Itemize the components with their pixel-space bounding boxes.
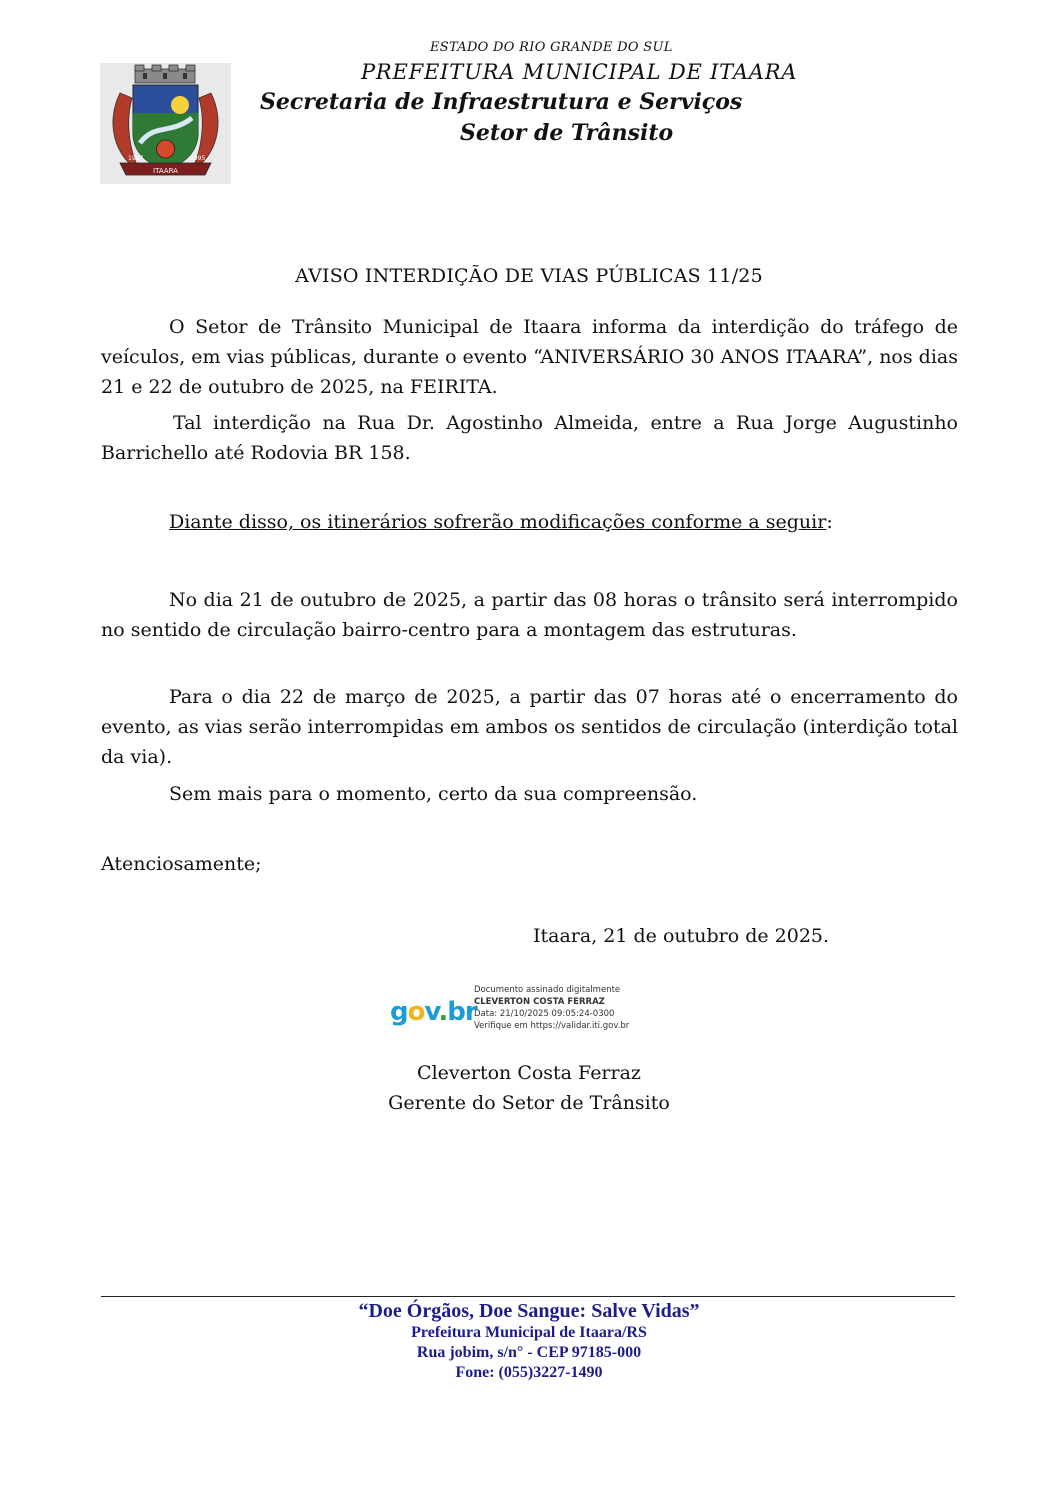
subheading-suffix: : bbox=[826, 511, 833, 533]
crest-year-left: 1997 bbox=[128, 155, 144, 162]
footer-phone: Fone: (055)3227-1490 bbox=[455, 1364, 603, 1381]
schedule-day-2-text: Para o dia 22 de março de 2025, a partir das 07 horas até o encerramento do evento, as vias serão interrompidas em ambos os sentidos de circulação (interdição total da via). bbox=[101, 686, 958, 768]
paragraph-location-text: Tal interdição na Rua Dr. Agostinho Almeida, entre a Rua Jorge Augustinho Barrichello até Rodovia BR 158. bbox=[101, 412, 958, 464]
paragraph-intro-text: O Setor de Trânsito Municipal de Itaara informa da interdição do tráfego de veículos, em vias públicas, durante o evento “ANIVERSÁRIO 30 ANOS ITAARA”, nos dias 21 e 22 de outubro de 2025, na FEIRITA. bbox=[101, 316, 958, 398]
signatory-name: Cleverton Costa Ferraz bbox=[417, 1062, 641, 1084]
signatory-block bbox=[0, 1058, 1058, 1118]
sector-header: Setor de Trânsito bbox=[460, 120, 674, 146]
signature-line-1: Documento assinado digitalmente bbox=[474, 985, 621, 995]
footer bbox=[0, 1299, 1058, 1383]
govbr-logo: gov.br bbox=[390, 997, 477, 1027]
document-title: AVISO INTERDIÇÃO DE VIAS PÚBLICAS 11/25 bbox=[295, 265, 763, 287]
paragraph-location bbox=[101, 408, 958, 468]
greeting: Atenciosamente; bbox=[101, 853, 262, 875]
subheading-paragraph bbox=[101, 507, 958, 537]
signature-details bbox=[474, 984, 629, 1032]
municipality-header: PREFEITURA MUNICIPAL DE ITAARA bbox=[361, 60, 798, 84]
crest-icon bbox=[100, 63, 231, 184]
signature-date: Data: 21/10/2025 09:05:24-0300 bbox=[474, 1009, 615, 1019]
closing-paragraph-text: Sem mais para o momento, certo da sua compreensão. bbox=[169, 783, 698, 805]
signature-verify-link[interactable]: Verifique em https://validar.iti.gov.br bbox=[474, 1021, 630, 1031]
signature-signer: CLEVERTON COSTA FERRAZ bbox=[474, 997, 605, 1007]
crest-banner-text: ITAARA bbox=[153, 167, 178, 175]
state-header: ESTADO DO RIO GRANDE DO SUL bbox=[430, 40, 673, 55]
place-date: Itaara, 21 de outubro de 2025. bbox=[533, 925, 830, 947]
municipal-crest-logo bbox=[100, 63, 231, 184]
closing-paragraph bbox=[101, 779, 958, 809]
footer-divider bbox=[101, 1296, 955, 1297]
secretariat-header: Secretaria de Infraestrutura e Serviços bbox=[260, 89, 743, 115]
digital-signature-stamp bbox=[390, 985, 650, 1045]
footer-address: Rua jobim, s/n° - CEP 97185-000 bbox=[416, 1344, 642, 1361]
schedule-day-2 bbox=[101, 682, 958, 772]
schedule-day-1-text: No dia 21 de outubro de 2025, a partir das 08 horas o trânsito será interrompido no sentido de circulação bairro-centro para a montagem das estruturas. bbox=[101, 589, 958, 641]
footer-slogan: “Doe Órgãos, Doe Sangue: Salve Vidas” bbox=[358, 1300, 700, 1322]
crest-year-right: 1995 bbox=[190, 155, 206, 162]
schedule-day-1 bbox=[101, 585, 958, 645]
paragraph-intro bbox=[101, 312, 958, 402]
signatory-role: Gerente do Setor de Trânsito bbox=[388, 1092, 670, 1114]
footer-entity: Prefeitura Municipal de Itaara/RS bbox=[411, 1324, 647, 1341]
subheading-text: Diante disso, os itinerários sofrerão modificações conforme a seguir bbox=[169, 511, 827, 533]
